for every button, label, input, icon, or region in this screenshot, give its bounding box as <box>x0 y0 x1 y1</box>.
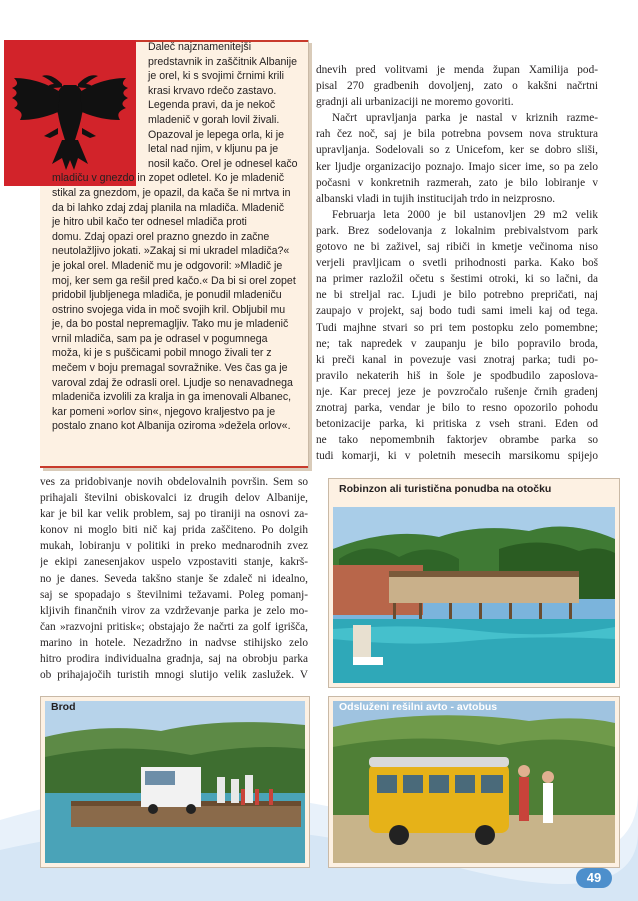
text-line: nje. Kar precej jeze je povzročalo rušenje črnih gradenj <box>316 385 598 398</box>
text-line: verjeli pravljicam o svetli prihodnosti parka. Kako boš <box>316 257 598 270</box>
photo-robinzon <box>328 478 620 688</box>
text-line: marino in hotele. Nezadržno in nadvse stihijsko zelo <box>40 636 308 649</box>
text-line: znotraj parka, vendar je bilo to resno opozorilo pohodu <box>316 401 598 414</box>
text-line: ne tako nepomembnih faktorjev obrambe parka so <box>316 434 598 447</box>
legend-line: Daleč najznamenitejši <box>148 41 252 53</box>
legend-text <box>52 40 302 434</box>
legend-line: Legenda pravi, da je nekoč <box>148 99 276 112</box>
legend-line: je orel, ki s svojimi črnimi krili <box>148 70 284 83</box>
text-line: ki preči kanal in povezuje vasi znotraj parka; tudi po- <box>316 353 598 366</box>
legend-line: neutolažljivo jokati. »Zakaj si mi ukradel mladiča?« <box>52 245 290 258</box>
text-line: tudi komarji, ki v poletnih mesecih marsikomu spijejo <box>316 450 598 463</box>
legend-line: moža, ki je s puščicami pobil mnogo živali ter z <box>52 347 272 360</box>
old-ambulance-bus-photo <box>329 697 619 867</box>
text-line: ne bi streljal rac. Ljudi je bilo potrebno prepričati, naj <box>316 289 598 302</box>
legend-line: moj, ker sem ga rešil pred kačo.« Da bi si orel zopet <box>52 274 296 287</box>
legend-line: je hitro ubil kačo ter odnesel mladiča proti <box>52 216 247 229</box>
legend-line: pridobil ljubljenega mladiča, je ponudil mladeniču <box>52 289 282 302</box>
legend-line: stikal za gnezdom, je opazil, da kača še ni mrtva in <box>52 186 291 199</box>
page-number: 49 <box>576 868 612 888</box>
legend-line: mladenič v gorah lovil živali. <box>148 113 280 126</box>
island-restaurant-photo <box>329 479 619 687</box>
ferry-photo <box>41 697 309 867</box>
legend-line: domu. Zdaj opazi orel prazno gnezdo in začne <box>52 230 270 243</box>
legend-line: mladiču v gnezdo in zopet odletel. Ko je mladenič <box>52 172 285 185</box>
legend-line: krasi krvavo rdečo zastavo. <box>148 84 277 97</box>
legend-line: postalo znano kot Albanija oziroma »dežela orlov«. <box>52 420 291 433</box>
text-line: čan »razvojni pritisk«; obstajajo že načrti za golf igrišča, <box>40 620 308 633</box>
text-line: mukah, lobiranju v politiki in preko mednarodnih zvez <box>40 540 308 553</box>
text-line: ob prihajajočih turistih mnogi slutijo velik zaslužek. V <box>40 669 308 682</box>
text-line: je ekipi zanesenjakov uspelo vzpostaviti stanje, kakrš- <box>40 556 308 569</box>
legend-line: ostrino svojega vida in moč svojih kril. Obljubil mu <box>52 303 286 316</box>
text-line: konov ni moglo biti nič kaj prida zaščiteno. Po dolgih <box>40 524 308 537</box>
text-line: dnevih pred volitvami je menda župan Xamilija pod- <box>316 64 598 76</box>
legend-line: varoval zdaj že odrasli orel. Ljudje so nenavadnega <box>52 376 293 389</box>
legend-line: predstavnik in zaščitnik Albanije <box>148 55 297 68</box>
legend-line: mečem v boju premagal sovražnike. Ves čas ga je <box>52 362 288 375</box>
text-line: pravilo nekaterih hiš in šole je spodbudilo zaposlova- <box>316 369 598 382</box>
photo-caption: Brod <box>51 701 76 713</box>
text-line: pisal 270 gradbenih dovoljenj, zato o kakšni načrtni <box>316 80 598 93</box>
text-line: na primer razložil očetu s šestimi otroki, ki so lačni, da <box>316 273 598 286</box>
text-line: Načrt upravljanja parka je nastal v kriznih razme- <box>332 112 598 125</box>
legend-line: Opazoval je lepega orla, ki je <box>148 128 285 141</box>
text-line: Tudi majhne stvari so pri tem postopku zelo pomembne; <box>316 321 598 334</box>
photo-caption: Odsluženi rešilni avto - avtobus <box>339 701 498 713</box>
legend-line: vrnil mladiča, sam pa je odrasel v pogumnega <box>52 332 268 345</box>
text-line: ves za pridobivanje novih obdelovalnih površin. Sem so <box>40 476 308 488</box>
photo-avto <box>328 696 620 868</box>
photo-brod <box>40 696 310 868</box>
legend-line: je jokal orel. Mladenič mu je odgovoril: »Mladič je <box>52 259 283 272</box>
text-line: Februarja leta 2000 je bil ustanovljen 29 m2 velik <box>332 208 598 221</box>
text-line: kar je bil kar velik problem, saj po tiraniji na osnovi za- <box>40 508 308 521</box>
text-line: gradnji ali urbanizaciji ne moremo govoriti. <box>316 96 514 109</box>
text-line: betonizacije parka, ki pritiska z vseh strani. Eden od <box>316 418 598 431</box>
text-line: saj se spopadajo s številnimi težavami. Poleg pomanj- <box>40 588 308 601</box>
legend-line: je, da bo postal nepremagljiv. Tako mu je mladenič <box>52 318 289 331</box>
text-line: park. Brez sodelovanja z lokalnim prebivalstvom park <box>316 224 598 237</box>
legend-line: mladeniča izvolili za kralja in ga imenovali Albanec, <box>52 391 292 404</box>
legend-line: nosil kačo. Orel je odnesel kačo <box>148 157 298 170</box>
text-line: ne; tak napredek v zaupanju je bilo popravilo broda, <box>316 337 598 350</box>
text-line: rah čez noč, saj je bila potrebna povsem nova struktura <box>316 128 598 141</box>
sidebar-bottom-rule <box>40 466 308 468</box>
text-line: prihajali številni obiskovalci iz drugih delov Albanije, <box>40 492 308 505</box>
text-line: no je danes. Seveda takšno stanje še zdaleč ni idealno, <box>40 572 308 585</box>
text-line: počasni v konkretnih razmerah, zato je bilo lobiranje v <box>316 176 598 189</box>
text-line: kljivih finančnih virov za vzdrževanje parka je zelo mo- <box>40 604 308 617</box>
article-right-column <box>316 62 598 464</box>
text-line: gotovo ne bi zaživel, saj ribiči in kmetje večinoma niso <box>316 241 598 254</box>
article-left-column <box>40 474 308 683</box>
text-line: zaupajo v projekt, saj bodo tudi sami imeli kaj od tega. <box>316 305 598 318</box>
photo-caption: Robinzon ali turistična ponudba na otočku <box>339 483 552 495</box>
text-line: upravljanja. Sodelovali so z Unicefom, ker se dobro sliši, <box>316 144 598 157</box>
text-line: ker ljudje organizacijo poznajo. Imajo sicer ime, so pa zelo <box>316 160 598 173</box>
text-line: hitro prodira individualna gradnja, saj na obrobju parka <box>40 653 308 666</box>
legend-line: letal nad njim, v kljunu pa je <box>148 143 279 156</box>
text-line: albanski vladi in tujih institucijah trdo in neizprosno. <box>316 192 556 205</box>
legend-line: da bi lahko zdaj zdaj planila na mladiča. Mladenič <box>52 201 285 214</box>
legend-line: kar pomeni »orlov sin«, njegovo kraljestvo pa je <box>52 405 276 418</box>
